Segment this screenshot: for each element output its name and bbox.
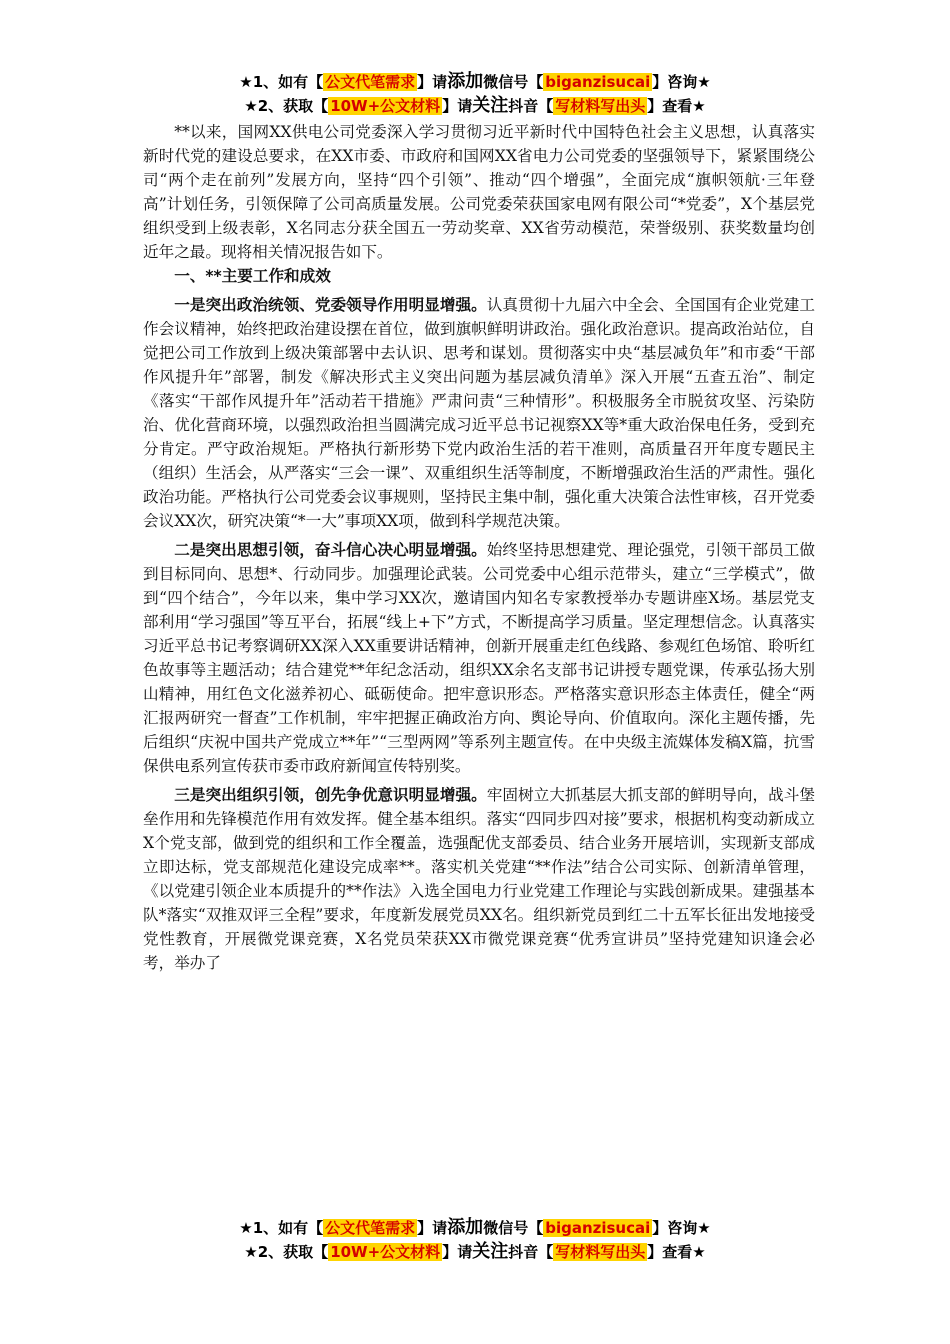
- promo-highlight: 公文代笔需求: [325, 73, 416, 91]
- promo-line-2: [0, 94, 950, 118]
- promo-emphasis: 关注: [472, 95, 509, 116]
- promo-wechat-id: biganzisucai: [545, 73, 651, 91]
- promo-text: 抖音【: [508, 1243, 554, 1261]
- promo-text: 】请: [417, 1219, 448, 1237]
- promo-banner-top: [0, 70, 950, 118]
- promo-text: 微信号【: [483, 1219, 544, 1237]
- promo-text: 抖音【: [508, 97, 554, 115]
- paragraph-organizational: [143, 783, 815, 975]
- promo-douyin-id: 写材料写出头: [555, 1243, 646, 1261]
- promo-text: 微信号【: [483, 73, 544, 91]
- promo-text: 】查看★: [647, 1243, 706, 1261]
- paragraph-political: [143, 293, 815, 533]
- promo-text: 】请: [442, 97, 473, 115]
- promo-text: ★1、如有【: [239, 73, 324, 91]
- promo-emphasis: 添加: [447, 1217, 484, 1238]
- promo-text: ★2、获取【: [244, 97, 329, 115]
- promo-line-2: [0, 1240, 950, 1264]
- promo-wechat-id: biganzisucai: [545, 1219, 651, 1237]
- promo-text: ★2、获取【: [244, 1243, 329, 1261]
- paragraph-text: 牢固树立大抓基层大抓支部的鲜明导向，战斗堡垒作用和先锋模范作用有效发挥。健全基本组织。落实“四同步四对接”要求，根据机构变动新成立X个党支部，做到党的组织和工作全覆盖，选强配优支部委员、结合业务开展培训，实现新支部成立即达标，党支部规范化建设完成率**。落实机关党建“**作法”结合公司实际、创新清单管理，《以党建引领企业本质提升的**作法》入选全国电力行业党建工作理论与实践创新成果。建强基本队*落实“双推双评三全程”要求，年度新发展党员XX名。组织新党员到红二十五军长征出发地接受党性教育，开展微党课竞赛，X名党员荣获XX市微党课竞赛“优秀宣讲员”坚持党建知识逢会必考，举办了: [143, 786, 815, 972]
- promo-emphasis: 添加: [447, 71, 484, 92]
- paragraph-text: 始终坚持思想建党、理论强党，引领干部员工做到目标同向、思想*、行动同步。加强理论武装。公司党委中心组示范带头，建立“三学模式”，做到“四个结合”，今年以来，集中学习XX次，邀请国内知名专家教授举办专题讲座X场。基层党支部利用“学习强国”等互平台，拓展“线上+下”方式，不断提高学习质量。坚定理想信念。认真落实习近平总书记考察调研XX深入XX重要讲话精神，创新开展重走红色线路、参观红色场馆、聆听红色故事等主题活动；结合建党**年纪念活动，组织XX余名支部书记讲授专题党课，传承弘扬大别山精神，用红色文化滋养初心、砥砺使命。把牢意识形态。严格落实意识形态主体责任，健全“两汇报两研究一督查”工作机制，牢牢把握正确政治方向、舆论导向、价值取向。深化主题传播，先后组织“庆祝中国共产党成立**年”“三型两网”等系列主题宣传。在中央级主流媒体发稿X篇，抗雪保供电系列宣传获市委市政府新闻宣传特别奖。: [143, 541, 815, 775]
- promo-banner-bottom: [0, 1216, 950, 1264]
- promo-highlight: 10W+公文材料: [330, 97, 441, 115]
- promo-text: 】咨询★: [652, 1219, 711, 1237]
- paragraph-text: 认真贯彻十九届六中全会、全国国有企业党建工作会议精神，始终把政治建设摆在首位，做到旗帜鲜明讲政治。强化政治意识。提高政治站位，自觉把公司工作放到上级决策部署中去认识、思考和谋划。贯彻落实中央“基层减负年”和市委“干部作风提升年”部署，制发《解决形式主义突出问题为基层减负清单》深入开展“五查五治”、制定《落实“干部作风提升年”活动若干措施》严肃问责“三种情形”。积极服务全市脱贫攻坚、污染防治、优化营商环境，以强烈政治担当圆满完成习近平总书记视察XX等*重大政治保电任务，受到充分肯定。严守政治规矩。严格执行新形势下党内政治生活的若干准则，高质量召开年度专题民主（组织）生活会，从严落实“三会一课”、双重组织生活等制度，不断增强政治生活的严肃性。强化政治功能。严格执行公司党委会议事规则，坚持民主集中制，强化重大决策合法性审核，召开党委会议XX次，研究决策“*一大”事项XX项，做到科学规范决策。: [143, 296, 815, 530]
- intro-paragraph: **以来，国网XX供电公司党委深入学习贯彻习近平新时代中国特色社会主义思想，认真落实新时代党的建设总要求，在XX市委、市政府和国网XX省电力公司党委的坚强领导下，紧紧围绕公司“两个走在前列”发展方向，坚持“四个引领”、推动“四个增强”，全面完成“旗帜领航·三年登高”计划任务，引领保障了公司高质量发展。公司党委荣获国家电网有限公司“*党委”，X个基层党组织受到上级表彰，X名同志分获全国五一劳动奖章、XX省劳动模范，荣誉级别、获奖数量均创近年之最。现将相关情况报告如下。: [143, 123, 815, 261]
- promo-line-1: [0, 1216, 950, 1240]
- paragraph-lead: 一是突出政治统领、党委领导作用明显增强。: [174, 296, 487, 314]
- promo-emphasis: 关注: [472, 1241, 509, 1262]
- section-heading: 一、**主要工作和成效: [174, 267, 331, 285]
- promo-highlight: 公文代笔需求: [325, 1219, 416, 1237]
- promo-text: 】请: [417, 73, 448, 91]
- promo-text: 】咨询★: [652, 73, 711, 91]
- promo-line-1: [0, 70, 950, 94]
- promo-douyin-id: 写材料写出头: [555, 97, 646, 115]
- paragraph-lead: 三是突出组织引领，创先争优意识明显增强。: [174, 786, 487, 804]
- promo-text: 】查看★: [647, 97, 706, 115]
- promo-highlight: 10W+公文材料: [330, 1243, 441, 1261]
- paragraph-ideological: [143, 538, 815, 778]
- promo-text: 】请: [442, 1243, 473, 1261]
- document-body: [143, 120, 815, 975]
- promo-text: ★1、如有【: [239, 1219, 324, 1237]
- paragraph-lead: 二是突出思想引领，奋斗信心决心明显增强。: [174, 541, 487, 559]
